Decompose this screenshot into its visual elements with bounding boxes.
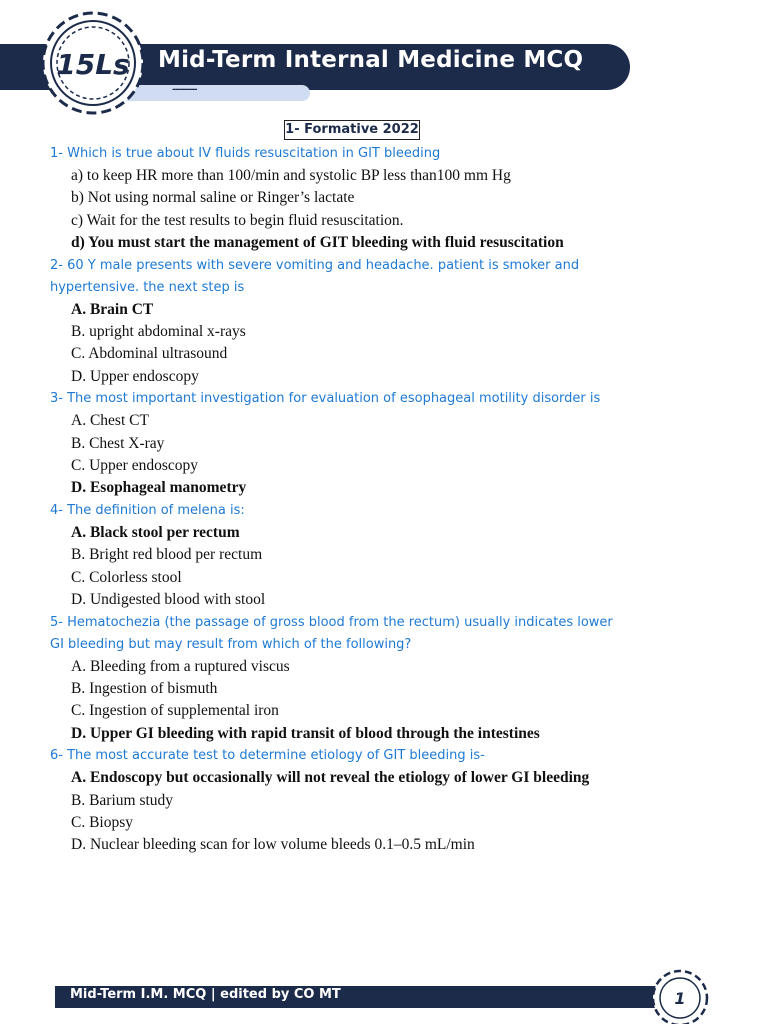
option-c: C. Colorless stool xyxy=(71,568,182,586)
page-number: 1 xyxy=(674,989,686,1008)
question-text-line-1: 5- Hematochezia (the passage of gross blood from the rectum) usually indicates lower xyxy=(50,614,613,630)
logo-text: 15Ls xyxy=(56,48,130,81)
option-b: B. Barium study xyxy=(71,791,174,809)
question-text-line-2: GI bleeding but may result from which of the following? xyxy=(50,636,412,652)
question-text-line-2: hypertensive. the next step is xyxy=(50,279,245,295)
option-d-correct: D. Esophageal manometry xyxy=(71,479,247,497)
option-a-correct: A. Black stool per rectum xyxy=(71,523,240,541)
option-c: c) Wait for the test results to begin fluid resuscitation. xyxy=(71,211,404,229)
question-text: 1- Which is true about IV fluids resuscitation in GIT bleeding xyxy=(50,146,441,161)
option-b: B. Bright red blood per rectum xyxy=(71,546,263,564)
question-6 xyxy=(50,745,650,857)
question-1 xyxy=(50,143,650,255)
option-c: C. Upper endoscopy xyxy=(71,457,198,475)
option-a: A. Bleeding from a ruptured viscus xyxy=(71,657,290,675)
question-5 xyxy=(50,612,650,746)
page-number-badge xyxy=(650,968,710,1024)
footer-text: Mid-Term I.M. MCQ | edited by CO MT xyxy=(70,987,341,1002)
option-a-correct: A. Endoscopy but occasionally will not reveal the etiology of lower GI bleeding xyxy=(71,769,590,787)
option-c: C. Abdominal ultrasound xyxy=(71,345,228,363)
option-c: C. Ingestion of supplemental iron xyxy=(71,702,279,720)
option-a: A. Chest CT xyxy=(71,412,149,430)
question-2 xyxy=(50,255,650,389)
page-title: Mid-Term Internal Medicine MCQ xyxy=(158,47,584,73)
option-d: D. Undigested blood with stool xyxy=(71,591,266,609)
question-3 xyxy=(50,388,650,500)
option-d-correct: d) You must start the management of GIT bleeding with fluid resuscitation xyxy=(71,234,564,252)
option-b: b) Not using normal saline or Ringer’s lactate xyxy=(71,189,355,207)
question-text: 3- The most important investigation for evaluation of esophageal motility disorder is xyxy=(50,391,601,407)
question-text: 6- The most accurate test to determine etiology of GIT bleeding is- xyxy=(50,748,485,764)
question-text: 4- The definition of melena is: xyxy=(50,502,245,518)
question-text-line-1: 2- 60 Y male presents with severe vomiting and headache. patient is smoker and xyxy=(50,257,580,273)
question-list xyxy=(50,143,650,857)
option-b: B. Chest X-ray xyxy=(71,434,165,452)
option-b: B. Ingestion of bismuth xyxy=(71,679,218,697)
option-b: B. upright abdominal x-rays xyxy=(71,323,246,341)
option-a-correct: A. Brain CT xyxy=(71,300,154,318)
option-a: a) to keep HR more than 100/min and systolic BP less than100 mm Hg xyxy=(71,167,511,184)
header-sub-bar xyxy=(120,85,310,101)
option-c: C. Biopsy xyxy=(71,813,134,831)
option-d: D. Nuclear bleeding scan for low volume bleeds 0.1–0.5 mL/min xyxy=(71,836,475,854)
question-4 xyxy=(50,500,650,612)
logo-badge xyxy=(38,8,148,118)
section-title: 1- Formative 2022 xyxy=(284,120,420,140)
header-subtitle: --------- xyxy=(172,85,197,95)
option-d-correct: D. Upper GI bleeding with rapid transit of blood through the intestines xyxy=(71,724,540,742)
option-d: D. Upper endoscopy xyxy=(71,367,199,385)
